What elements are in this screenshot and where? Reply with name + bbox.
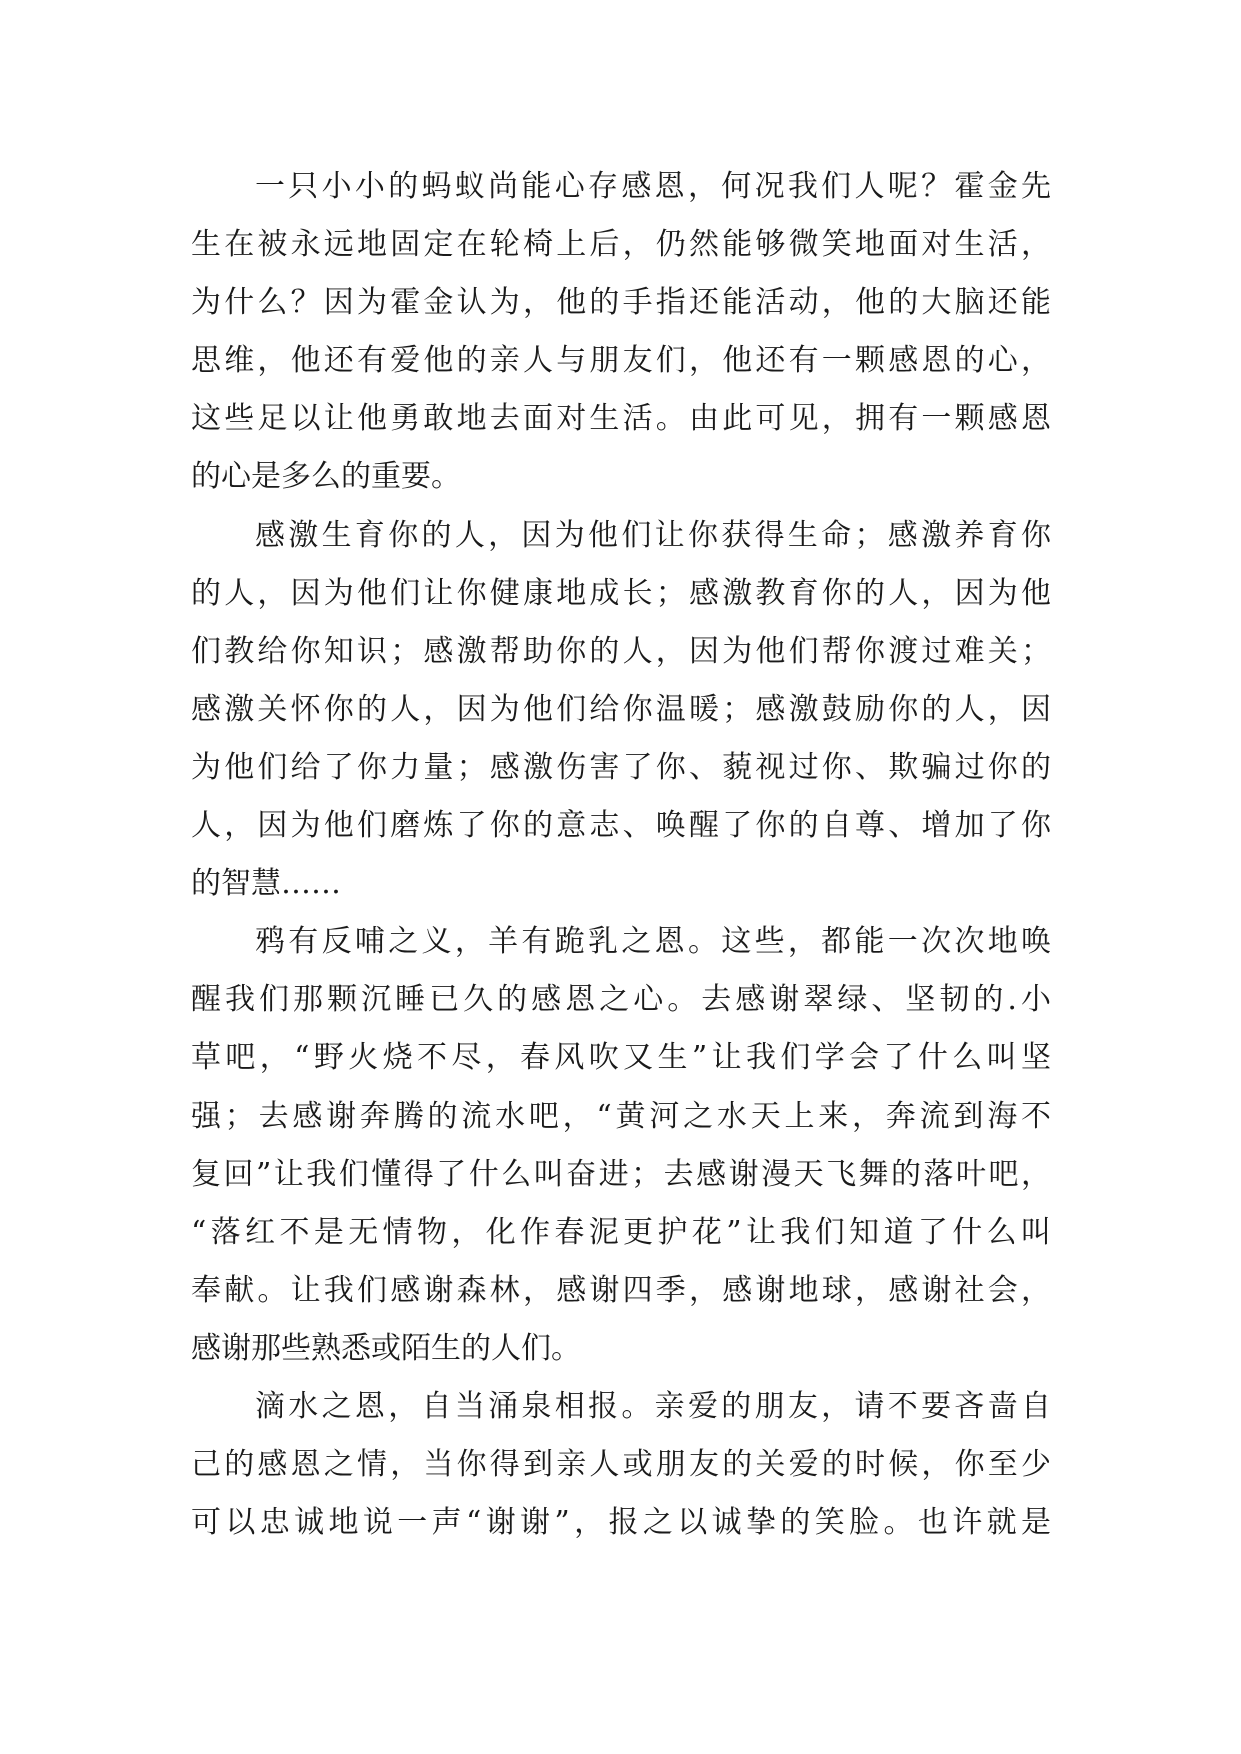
body-text (191, 158, 1051, 1552)
paragraph-line: 这些足以让他勇敢地去面对生活。由此可见，拥有一颗感恩 (191, 401, 1051, 437)
paragraph-line: 为什么？因为霍金认为，他的手指还能活动，他的大脑还能 (191, 285, 1051, 321)
paragraph-line: 感激关怀你的人，因为他们给你温暖；感激鼓励你的人，因 (191, 691, 1051, 727)
paragraph-line: 滴水之恩，自当涌泉相报。亲爱的朋友，请不要吝啬自 (255, 1388, 1051, 1424)
paragraph-line: 复回”让我们懂得了什么叫奋进；去感谢漫天飞舞的落叶吧， (191, 1156, 1051, 1192)
paragraph-line: 的心是多么的重要。 (191, 459, 461, 495)
paragraph-line: 们教给你知识；感激帮助你的人，因为他们帮你渡过难关； (191, 633, 1051, 669)
paragraph-line: 强；去感谢奔腾的流水吧，“黄河之水天上来，奔流到海不 (191, 1098, 1051, 1134)
paragraph-1 (191, 158, 1051, 507)
paragraph-line: 可以忠诚地说一声“谢谢”，报之以诚挚的笑脸。也许就是 (191, 1505, 1051, 1541)
paragraph-3 (191, 913, 1051, 1378)
paragraph-line: 一只小小的蚂蚁尚能心存感恩，何况我们人呢？霍金先 (255, 169, 1051, 204)
paragraph-line: 为他们给了你力量；感激伤害了你、藐视过你、欺骗过你的 (191, 749, 1051, 785)
paragraph-line: 草吧，“野火烧不尽，春风吹又生”让我们学会了什么叫坚 (191, 1040, 1051, 1076)
paragraph-line: 奉献。让我们感谢森林，感谢四季，感谢地球，感谢社会， (191, 1272, 1051, 1308)
paragraph-4 (191, 1378, 1051, 1552)
paragraph-line: “落红不是无情物，化作春泥更护花”让我们知道了什么叫 (191, 1214, 1051, 1250)
paragraph-line: 己的感恩之情，当你得到亲人或朋友的关爱的时候，你至少 (191, 1447, 1051, 1483)
paragraph-line: 的智慧…… (191, 866, 341, 902)
paragraph-2 (191, 507, 1051, 914)
paragraph-line: 醒我们那颗沉睡已久的感恩之心。去感谢翠绿、坚韧的.小 (191, 982, 1051, 1018)
paragraph-line: 感激生育你的人，因为他们让你获得生命；感激养育你 (255, 517, 1051, 553)
paragraph-line: 感谢那些熟悉或陌生的人们。 (191, 1330, 581, 1366)
paragraph-line: 思维，他还有爱他的亲人与朋友们，他还有一颗感恩的心， (191, 343, 1051, 379)
paragraph-line: 人，因为他们磨炼了你的意志、唤醒了你的自尊、增加了你 (191, 808, 1051, 844)
paragraph-line: 鸦有反哺之义，羊有跪乳之恩。这些，都能一次次地唤 (255, 924, 1051, 960)
paragraph-line: 生在被永远地固定在轮椅上后，仍然能够微笑地面对生活， (191, 227, 1051, 263)
paragraph-line: 的人，因为他们让你健康地成长；感激教育你的人，因为他 (191, 575, 1051, 611)
